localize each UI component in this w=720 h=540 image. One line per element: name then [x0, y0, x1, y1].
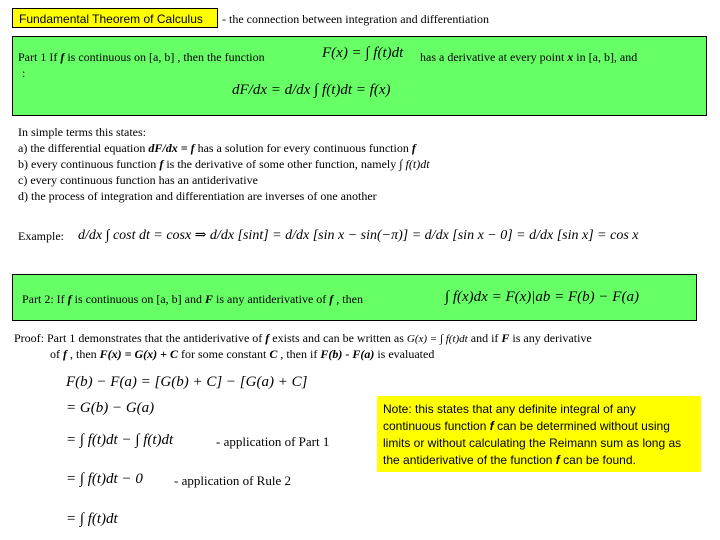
proof-line2: of f , then F(x) = G(x) + C for some constant C , then if F(b) - F(a) is evaluated [50, 347, 435, 361]
part1-text-end: in [a, b], and [576, 50, 638, 64]
part1-text-cont: is continuous on [a, b] , then the function [67, 50, 265, 64]
proof-step4: = ∫ f(t)dt − 0 [66, 471, 143, 487]
proof-step1: F(b) − F(a) = [G(b) + C] − [G(a) + C] [66, 374, 308, 390]
part1-line1 [18, 50, 265, 65]
part1-func-def: F(x) = ∫ f(t)dt [322, 45, 404, 61]
simple-terms-a: a) the differential equation dF/dx = f has a solution for every continuous function f [18, 141, 416, 155]
part1-text-before: Part 1 If [18, 50, 58, 64]
proof-step4-note: - application of Rule 2 [174, 473, 291, 488]
part1-line1-end [420, 50, 637, 65]
part2-line: Part 2: If f is continuous on [a, b] and F is any antiderivative of f , then [22, 292, 363, 306]
part1-x: x [567, 50, 574, 64]
part1-equation: dF/dx = d/dx ∫ f(t)dt = f(x) [232, 82, 391, 98]
proof-step3: = ∫ f(t)dt − ∫ f(t)dt [66, 432, 174, 448]
simple-terms-c: c) every continuous function has an antiderivative [18, 173, 258, 187]
proof-step2: = G(b) − G(a) [66, 400, 155, 416]
note-box: Note: this states that any definite integral of any continuous function f can be determined without using limits or without calculating the Reimann sum as long as the antiderivative of the function f can be found. [377, 396, 701, 472]
title-box [12, 8, 218, 28]
simple-terms-b: b) every continuous function f is the derivative of some other function, namely ∫ f(t)dt [18, 157, 430, 171]
title-label: Fundamental Theorem of Calculus [19, 12, 203, 26]
proof-line1: Proof: Part 1 demonstrates that the antiderivative of f exists and can be written as G(x) = ∫ f(t)dt and if F is any derivative [14, 331, 592, 345]
part1-colon: : [22, 66, 26, 80]
title-subtitle: - the connection between integration and differentiation [222, 12, 490, 26]
proof-step5: = ∫ f(t)dt [66, 511, 118, 527]
part1-text-after: has a derivative at every point [420, 50, 565, 64]
part2-equation: ∫ f(x)dx = F(x)|ab = F(b) − F(a) [445, 289, 639, 305]
proof-step3-note: - application of Part 1 [216, 434, 330, 449]
example-label: Example: [18, 229, 64, 243]
simple-terms-d: d) the process of integration and differentiation are inverses of one another [18, 189, 377, 203]
simple-terms-intro: In simple terms this states: [18, 125, 146, 139]
example-equation: d/dx ∫ cost dt = cosx ⇒ d/dx [sint] = d/dx [sin x − sin(−π)] = d/dx [sin x − 0] = d/dx [sin x] = cos x [78, 228, 639, 243]
part1-f: f [60, 50, 65, 64]
